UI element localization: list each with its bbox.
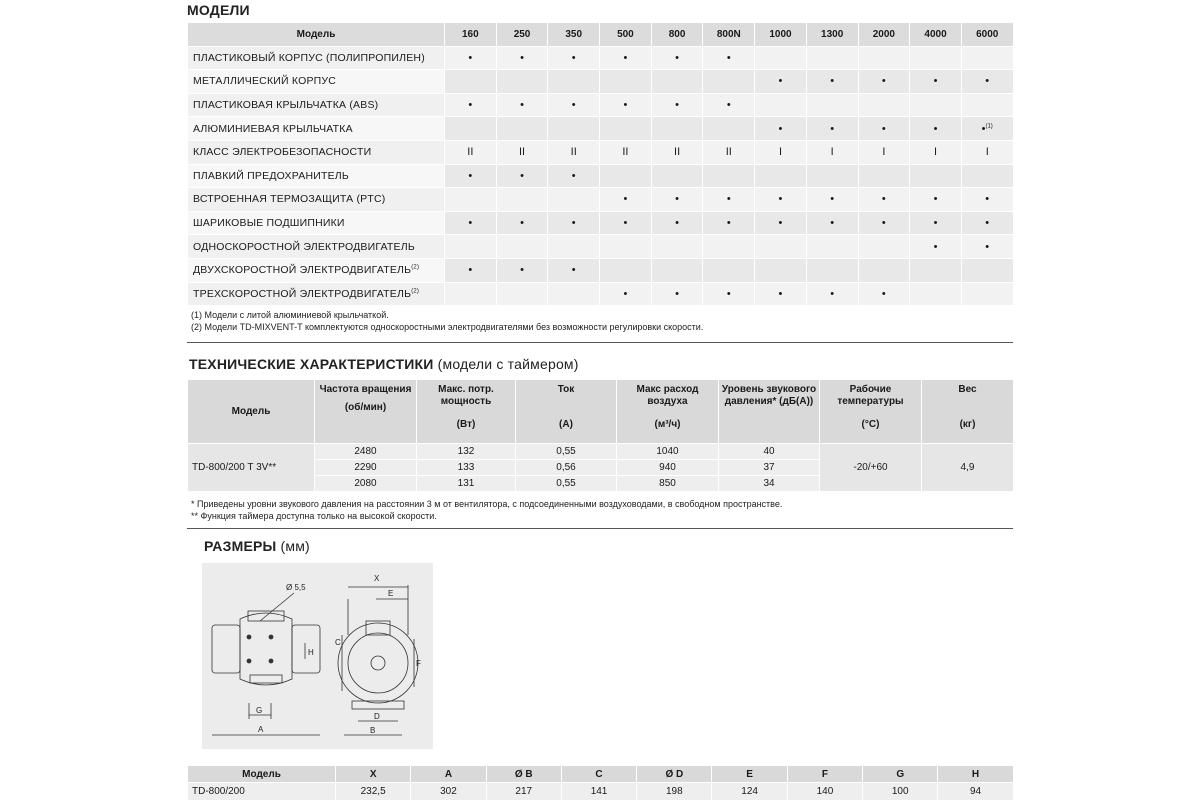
current-header-line2: (А) [559,419,573,430]
feature-cell: • [961,70,1013,94]
feature-cell [910,282,962,306]
fan-drawing [202,563,433,749]
dims-value-cell: 302 [411,783,486,801]
weight-header [922,380,1014,444]
feature-cell [703,117,755,141]
front-bracket [352,701,404,709]
feature-label-text: ДВУХСКОРОСТНОЙ ЭЛЕКТРОДВИГАТЕЛЬ [193,264,412,277]
feature-cell: • [548,258,600,282]
feature-cell: • [600,188,652,212]
model-col-header: 4000 [910,23,962,47]
feature-label-text: АЛЮМИНИЕВАЯ КРЫЛЬЧАТКА [193,122,353,135]
feature-cell [651,164,703,188]
feature-cell [806,258,858,282]
side-inlet [212,625,240,673]
models-header-row [188,23,1014,47]
model-col-header: 800N [703,23,755,47]
feature-cell: • [806,70,858,94]
airflow-cell: 850 [617,476,719,492]
noise-header-line2: давления* (дБ(А)) [724,396,814,407]
rpm-cell: 2290 [315,460,417,476]
feature-label-text: ТРЕХСКОРОСТНОЙ ЭЛЕКТРОДВИГАТЕЛЬ [193,287,412,300]
mount-hole [269,659,273,663]
noise-cell: 37 [719,460,820,476]
divider [187,342,1013,343]
dims-model-cell: TD-800/200 [188,783,336,801]
feature-label [188,258,445,282]
rpm-header-line1: Частота вращения [319,384,412,395]
specs-table [187,379,1014,492]
divider [187,528,1013,529]
feature-cell [703,258,755,282]
model-header: Модель [188,23,445,47]
feature-cell: • [806,211,858,235]
dims-col-header: G [863,766,938,783]
dims-col-header: Ø D [637,766,712,783]
noise-header-line1: Уровень звукового [721,384,817,395]
feature-cell: • [600,282,652,306]
weight-header-line1: Вес [958,384,977,395]
feature-label-text: ШАРИКОВЫЕ ПОДШИПНИКИ [193,217,345,230]
dims-col-header: C [561,766,636,783]
power-cell: 131 [417,476,516,492]
feature-cell: • [755,282,807,306]
feature-cell [755,46,807,70]
current-cell: 0,56 [516,460,617,476]
feature-cell [445,70,497,94]
rpm-header [315,380,417,444]
models-footnote-2: (2) Модели TD-MIXVENT-T комплектуются односкоростными электродвигателями без возможности регулировки скорости. [191,322,704,332]
feature-cell: • [858,117,910,141]
feature-cell: • [910,235,962,259]
feature-cell [910,93,962,117]
model-col-header: 1300 [806,23,858,47]
feature-cell: • [910,211,962,235]
feature-cell: I [755,140,807,164]
feature-row [188,235,1014,259]
airflow-header [617,380,719,444]
feature-label [188,46,445,70]
feature-cell: I [806,140,858,164]
feature-row [188,93,1014,117]
feature-cell: • [910,188,962,212]
feature-label [188,188,445,212]
feature-cell: • [806,117,858,141]
specs-model-cell: TD-800/200 T 3V** [188,444,315,492]
feature-cell [910,258,962,282]
feature-cell [651,235,703,259]
model-col-header: 500 [600,23,652,47]
feature-cell [548,188,600,212]
feature-cell [961,282,1013,306]
feature-cell [755,93,807,117]
temp-cell: -20/+60 [820,444,922,492]
feature-cell [496,235,548,259]
dims-value-cell: 232,5 [336,783,411,801]
feature-cell [858,235,910,259]
feature-cell [703,235,755,259]
weight-header-line2: (кг) [959,419,976,430]
mount-hole [247,659,251,663]
feature-cell: • [961,188,1013,212]
feature-cell [961,164,1013,188]
feature-cell: • [651,46,703,70]
model-col-header: 6000 [961,23,1013,47]
feature-cell: • [858,188,910,212]
power-header-line2: мощность [440,396,492,407]
feature-cell [858,258,910,282]
airflow-cell: 1040 [617,444,719,460]
feature-cell [600,70,652,94]
feature-cell: II [445,140,497,164]
f-label: F [416,659,421,668]
front-hub [371,656,385,670]
feature-cell: II [600,140,652,164]
feature-cell [600,235,652,259]
feature-row [188,46,1014,70]
specs-row-1 [188,444,1014,460]
feature-cell: • [600,93,652,117]
feature-cell: II [496,140,548,164]
specs-header-row [188,380,1014,444]
feature-cell: II [651,140,703,164]
side-bracket [250,675,282,683]
feature-label [188,164,445,188]
feature-cell: • [548,93,600,117]
feature-cell [755,164,807,188]
feature-cell: • [961,235,1013,259]
feature-label-text: КЛАСС ЭЛЕКТРОБЕЗОПАСНОСТИ [193,146,372,159]
h-label: H [308,648,314,657]
feature-cell: • [548,46,600,70]
current-header [516,380,617,444]
feature-cell [548,282,600,306]
hole-label: Ø 5,5 [286,583,306,592]
dims-title [204,538,310,554]
feature-row [188,282,1014,306]
temp-header-line1: Рабочие [849,384,892,395]
feature-label [188,211,445,235]
feature-cell: • [703,211,755,235]
feature-cell [651,258,703,282]
feature-cell [806,46,858,70]
dims-value-cell: 141 [561,783,636,801]
b-label: B [370,726,376,735]
rpm-cell: 2480 [315,444,417,460]
feature-cell [961,93,1013,117]
feature-row [188,164,1014,188]
d-label: D [374,712,380,721]
feature-row [188,70,1014,94]
feature-cell: • [910,70,962,94]
feature-cell: • [858,282,910,306]
feature-cell: I [961,140,1013,164]
feature-cell: • [600,46,652,70]
current-cell: 0,55 [516,444,617,460]
model-col-header: 160 [445,23,497,47]
feature-cell: II [548,140,600,164]
feature-row [188,140,1014,164]
dims-col-header: X [336,766,411,783]
model-col-header: 250 [496,23,548,47]
current-cell: 0,55 [516,476,617,492]
dims-col-header: E [712,766,787,783]
feature-cell [548,70,600,94]
footnote-ref: (2) [411,264,420,271]
models-table [187,22,1014,306]
dims-value-cell: 217 [486,783,561,801]
feature-cell: • [496,211,548,235]
feature-cell: • [600,211,652,235]
feature-cell: • [858,211,910,235]
feature-label-text: МЕТАЛЛИЧЕСКИЙ КОРПУС [193,75,337,88]
feature-cell [600,164,652,188]
power-header-line3: (Вт) [456,419,476,430]
airflow-header-line3: (м³/ч) [654,419,681,430]
power-cell: 133 [417,460,516,476]
power-cell: 132 [417,444,516,460]
feature-label [188,140,445,164]
feature-cell: • [703,46,755,70]
feature-cell [496,117,548,141]
feature-cell: • [806,188,858,212]
feature-cell: • [548,211,600,235]
feature-label-text: ВСТРОЕННАЯ ТЕРМОЗАЩИТА (PTC) [193,193,386,206]
footnote-ref: (2) [411,288,420,295]
specs-title-main: ТЕХНИЧЕСКИЕ ХАРАКТЕРИСТИКИ [189,356,434,372]
power-header [417,380,516,444]
feature-cell [600,117,652,141]
dims-value-cell: 124 [712,783,787,801]
feature-cell: • [496,258,548,282]
model-col-header: 800 [651,23,703,47]
feature-cell [858,93,910,117]
dims-col-header: A [411,766,486,783]
feature-cell: • [755,70,807,94]
dims-col-header: F [787,766,862,783]
feature-cell: • [445,258,497,282]
dims-col-header: Ø B [486,766,561,783]
feature-row [188,188,1014,212]
dims-data-row [188,783,1014,801]
model-col-header: 350 [548,23,600,47]
hole-leader [260,593,294,621]
feature-cell: I [858,140,910,164]
feature-cell [496,282,548,306]
dims-title-suffix: (мм) [280,538,310,554]
feature-cell [961,258,1013,282]
feature-cell: • [496,164,548,188]
temp-header [820,380,922,444]
feature-row [188,117,1014,141]
specs-footnote-2: ** Функция таймера доступна только на высокой скорости. [191,511,437,521]
dims-title-main: РАЗМЕРЫ [204,538,277,554]
feature-cell [445,117,497,141]
feature-cell [445,188,497,212]
dims-value-cell: 94 [938,783,1013,801]
dims-table [187,765,1014,801]
front-inlet [348,633,408,693]
airflow-header-line1: Макс расход [636,384,699,395]
footnote-ref: (1) [985,123,993,130]
noise-header [719,380,820,444]
feature-label-text: ПЛАСТИКОВАЯ КРЫЛЬЧАТКА (ABS) [193,99,379,112]
noise-cell: 40 [719,444,820,460]
feature-cell [496,70,548,94]
power-header-line1: Макс. потр. [438,384,494,395]
feature-cell: • [703,93,755,117]
dimension-diagram [202,563,433,749]
models-footnote-1: (1) Модели с литой алюминиевой крыльчаткой. [191,310,389,320]
g-label: G [256,706,263,715]
side-outlet [292,625,320,673]
feature-label-text: ПЛАВКИЙ ПРЕДОХРАНИТЕЛЬ [193,169,349,182]
feature-cell [755,258,807,282]
specs-model-header: Модель [188,380,315,444]
feature-cell [703,164,755,188]
feature-cell: • [806,282,858,306]
current-header-line1: Ток [557,384,575,395]
dims-header-row [188,766,1014,783]
feature-cell: • [703,282,755,306]
dims-value-cell: 100 [863,783,938,801]
feature-label [188,235,445,259]
feature-label [188,93,445,117]
x-label: X [374,574,380,583]
feature-cell: • [445,93,497,117]
model-col-header: 2000 [858,23,910,47]
feature-cell: • [858,70,910,94]
airflow-header-line2: воздуха [647,396,688,407]
rpm-cell: 2080 [315,476,417,492]
specs-footnote-1: * Приведены уровни звукового давления на расстоянии 3 м от вентилятора, с подсоединенными воздуховодами, в свободном пространстве. [191,499,783,509]
feature-cell: • [496,93,548,117]
feature-cell: • [755,117,807,141]
feature-cell: • [703,188,755,212]
feature-cell [858,164,910,188]
feature-cell [703,70,755,94]
mount-hole [247,635,251,639]
feature-cell: • [755,188,807,212]
feature-row [188,258,1014,282]
weight-cell: 4,9 [922,444,1014,492]
model-col-header: 1000 [755,23,807,47]
airflow-cell: 940 [617,460,719,476]
feature-cell: II [703,140,755,164]
models-title: МОДЕЛИ [187,2,250,18]
feature-cell [496,188,548,212]
feature-cell [445,282,497,306]
feature-cell: • [961,211,1013,235]
feature-cell: • [910,117,962,141]
feature-row [188,211,1014,235]
feature-cell [651,70,703,94]
c-label: C [335,638,341,647]
feature-label-text: ПЛАСТИКОВЫЙ КОРПУС (ПОЛИПРОПИЛЕН) [193,51,425,64]
feature-cell: • [445,211,497,235]
feature-cell [910,164,962,188]
feature-cell: • [496,46,548,70]
specs-title [189,356,579,372]
feature-cell: • [755,211,807,235]
feature-cell: • [445,164,497,188]
dims-value-cell: 198 [637,783,712,801]
feature-cell [961,46,1013,70]
feature-cell: • [548,164,600,188]
feature-cell [806,235,858,259]
feature-label [188,282,445,306]
dims-col-header: Модель [188,766,336,783]
dims-value-cell: 140 [787,783,862,801]
rpm-header-line2: (об/мин) [344,402,387,413]
feature-cell: • [651,93,703,117]
feature-cell [806,93,858,117]
dims-col-header: H [938,766,1013,783]
feature-cell: •$^{(1)}$ [961,117,1013,141]
feature-cell [600,258,652,282]
feature-cell: • [651,211,703,235]
temp-header-line2: температуры [837,396,904,407]
e-label: E [388,589,394,598]
feature-cell [548,235,600,259]
temp-header-line3: (°С) [861,419,880,430]
feature-cell: • [651,282,703,306]
feature-cell [445,235,497,259]
feature-cell [910,46,962,70]
feature-cell [806,164,858,188]
feature-cell [858,46,910,70]
specs-title-suffix: (модели с таймером) [437,356,579,372]
feature-label-text: ОДНОСКОРОСТНОЙ ЭЛЕКТРОДВИГАТЕЛЬ [193,240,415,253]
feature-label [188,70,445,94]
feature-cell [651,117,703,141]
feature-cell [548,117,600,141]
feature-cell: • [651,188,703,212]
mount-hole [269,635,273,639]
feature-cell: I [910,140,962,164]
feature-cell: • [445,46,497,70]
feature-label [188,117,445,141]
side-body [240,613,292,685]
feature-cell [755,235,807,259]
a-label: A [258,725,264,734]
noise-cell: 34 [719,476,820,492]
